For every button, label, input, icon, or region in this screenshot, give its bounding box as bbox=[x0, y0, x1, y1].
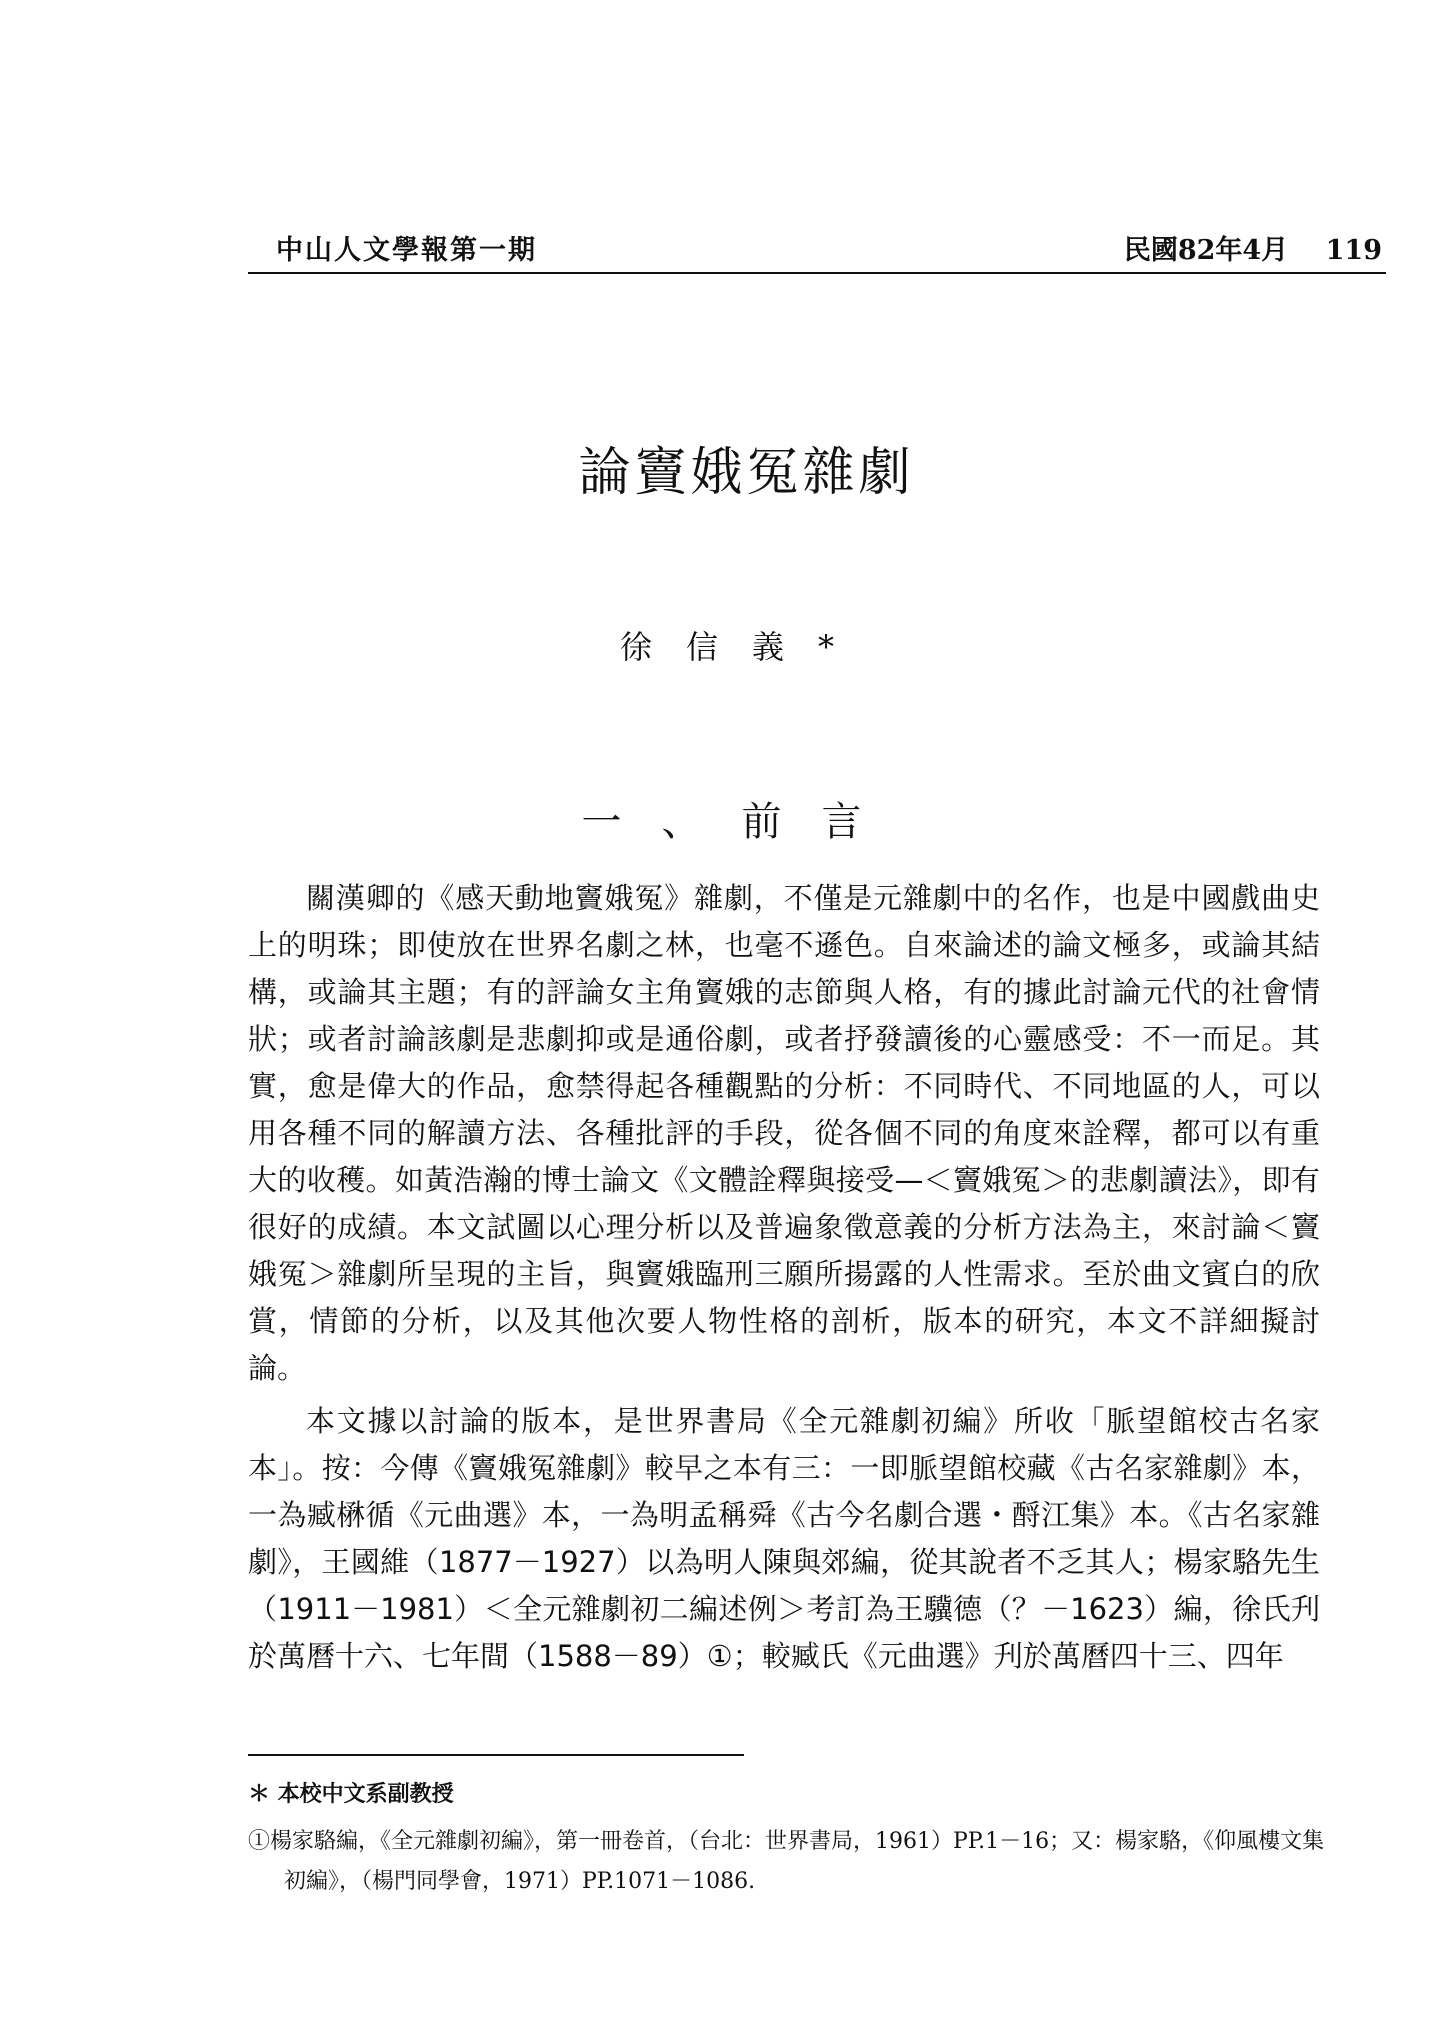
paragraph: 關漢卿的《感天動地竇娥冤》雜劇，不僅是元雜劇中的名作，也是中國戲曲史上的明珠；即使放在世界名劇之林，也毫不遜色。自來論述的論文極多，或論其結構，或論其主題；有的評論女主角竇娥的志節與人格，有的據此討論元代的社會情狀；或者討論該劇是悲劇抑或是通俗劇，或者抒發讀後的心靈感受：不一而足。其實，愈是偉大的作品，愈禁得起各種觀點的分析：不同時代、不同地區的人，可以用各種不同的解讀方法、各種批評的手段，從各個不同的角度來詮釋，都可以有重大的收穫。如黃浩瀚的博士論文《文體詮釋與接受—＜竇娥冤＞的悲劇讀法》，即有很好的成績。本文試圖以心理分析以及普遍象徵意義的分析方法為主，來討論＜竇娥冤＞雜劇所呈現的主旨，與竇娥臨刑三願所揚露的人性需求。至於曲文賓白的欣賞，情節的分析，以及其他次要人物性格的剖析，版本的研究，本文不詳細擬討論。 bbox=[248, 881, 1320, 1385]
running-header bbox=[248, 222, 1386, 274]
author-name: 徐信義* bbox=[619, 628, 868, 666]
section-heading: 一、前言 bbox=[581, 799, 902, 845]
footnote-divider bbox=[248, 1754, 744, 1756]
footnotes bbox=[248, 1774, 1338, 1902]
issue-date: 民國82年4月 bbox=[1123, 235, 1289, 266]
article-title: 論竇娥冤雜劇 bbox=[578, 443, 915, 503]
page-number: 119 bbox=[1325, 235, 1382, 266]
journal-name: 中山人文學報第一期 bbox=[276, 235, 537, 266]
footnote-author-affiliation: ＊ 本校中文系副教授 bbox=[248, 1781, 454, 1807]
header-right bbox=[1124, 228, 1382, 267]
body-text bbox=[248, 875, 1320, 1686]
paragraph: 本文據以討論的版本，是世界書局《全元雜劇初編》所收「脈望館校古名家本」。按：今傳《竇娥冤雜劇》較早之本有三：一即脈望館校藏《古名家雜劇》本，一為臧楙循《元曲選》本，一為明孟稱舜《古今名劇合選・酹江集》本。《古名家雜劇》，王國維（1877－1927）以為明人陳與郊編，從其說者不乏其人；楊家駱先生（1911－1981）＜全元雜劇初二編述例＞考訂為王驥德（？－1623）編，徐氏刋於萬曆十六、七年間（1588－89）①；較臧氏《元曲選》刋於萬曆四十三、四年 bbox=[248, 1404, 1320, 1673]
footnote-1: ①楊家駱編，《全元雜劇初編》，第一冊卷首，（台北：世界書局，1961）PP.1－16；又：楊家駱，《仰風樓文集初編》，（楊門同學會，1971）PP.1071－1086. bbox=[248, 1829, 1325, 1894]
